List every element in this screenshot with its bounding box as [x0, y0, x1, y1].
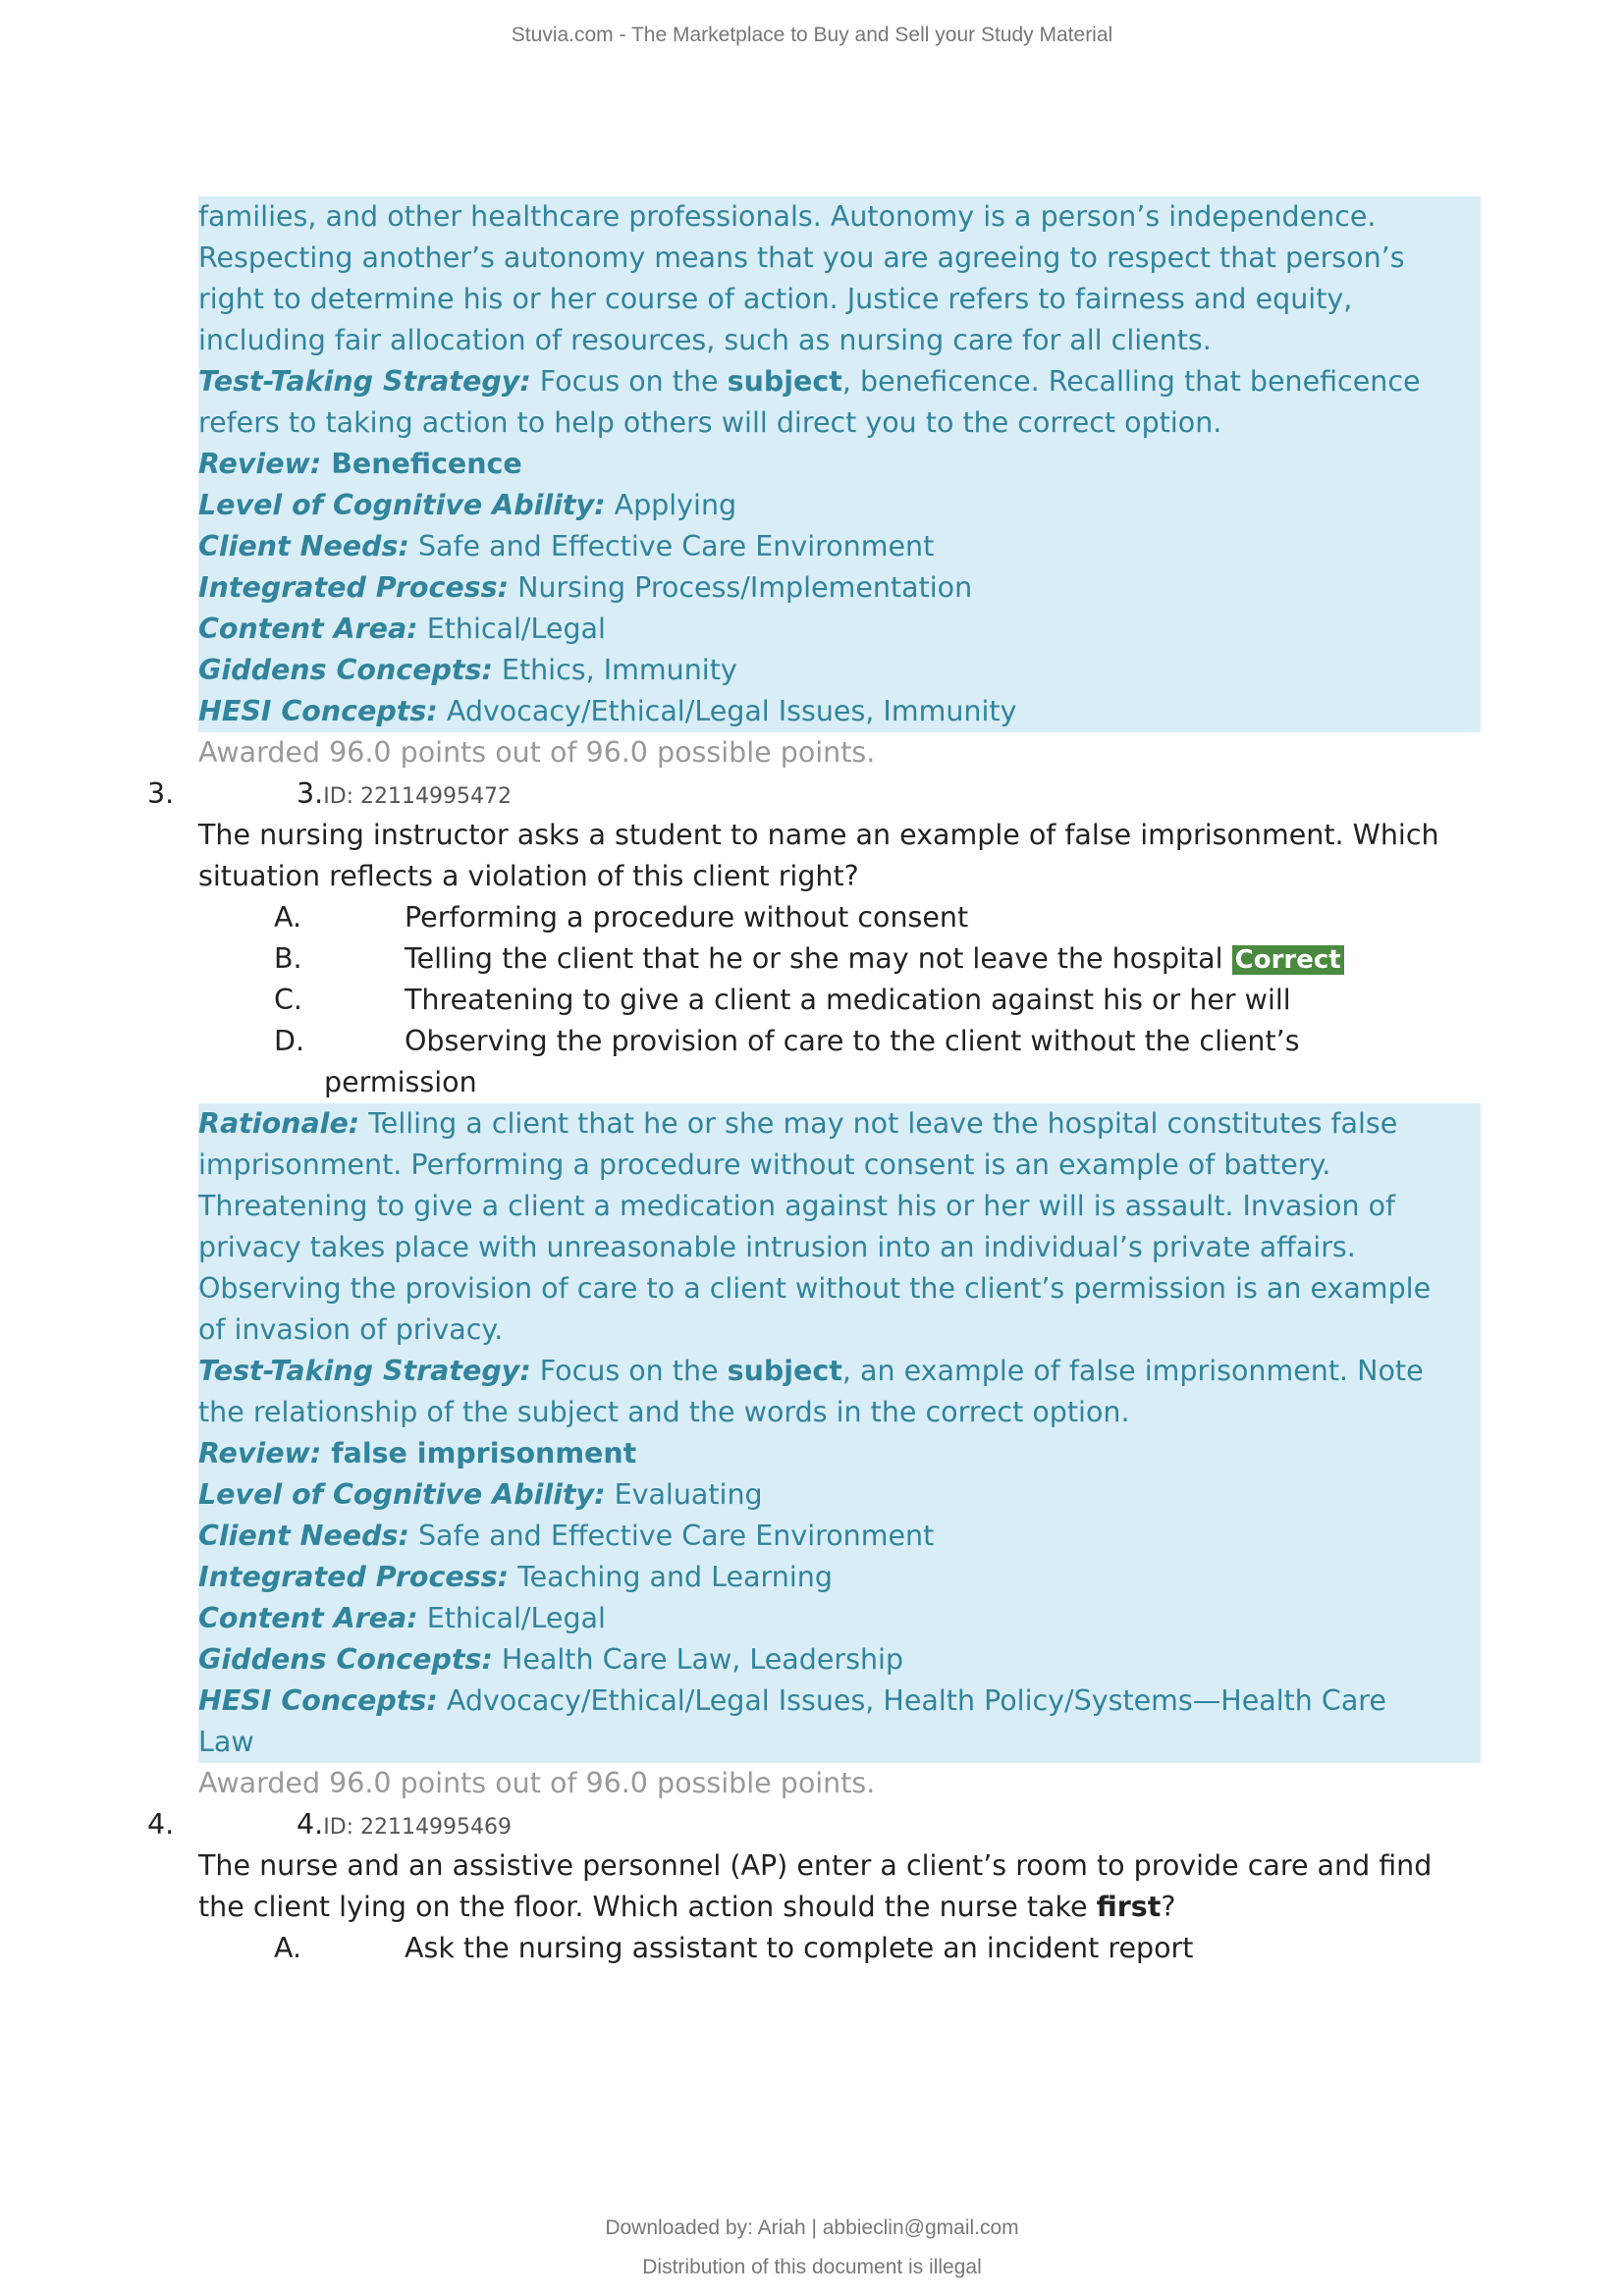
awarded-points: Awarded 96.0 points out of 96.0 possible points. [198, 736, 876, 769]
rationale-line: of invasion of privacy. [198, 1313, 504, 1346]
strategy-line [198, 1351, 1481, 1392]
question-header [0, 774, 1624, 815]
strategy-bold: subject [727, 1355, 842, 1387]
meta-label: Integrated Process: [198, 1561, 510, 1593]
meta-label: Client Needs: [198, 1520, 409, 1552]
meta-value: Evaluating [605, 1478, 763, 1511]
meta-label: Content Area: [198, 613, 418, 645]
meta-label: Level of Cognitive Ability: [198, 1478, 606, 1511]
rationale-line: privacy takes place with unreasonable intrusion into an individual’s private affairs. [198, 1231, 1356, 1263]
question-text: The nurse and an assistive personnel (AP) enter a client’s room to provide care and find [198, 1849, 1433, 1882]
footer-notice: Distribution of this document is illegal [642, 2256, 982, 2278]
question-id: ID: 22114995469 [323, 1815, 513, 1840]
option-letter: C. [274, 984, 302, 1016]
question-header [0, 1804, 1624, 1845]
meta-value: Safe and Effective Care Environment [408, 530, 935, 562]
strategy-label: Test-Taking Strategy: [198, 365, 531, 398]
meta-label: Giddens Concepts: [198, 654, 493, 686]
option-letter: D. [274, 1025, 305, 1057]
answer-option-a[interactable] [0, 1928, 1624, 1969]
question-text [0, 1887, 1624, 1928]
meta-label: HESI Concepts: [198, 1684, 438, 1717]
meta-line [198, 1639, 1481, 1681]
option-text: Observing the provision of care to the client without the client’s [405, 1025, 1300, 1057]
strategy-text: the relationship of the subject and the words in the correct option. [198, 1396, 1130, 1428]
strategy-line [198, 361, 1481, 402]
rationale-line: right to determine his or her course of action. Justice refers to fairness and equity, [198, 283, 1353, 315]
strategy-bold: subject [727, 365, 842, 398]
meta-value: Ethical/Legal [417, 1602, 606, 1634]
meta-value: Ethical/Legal [417, 613, 606, 645]
rationale-line [198, 1103, 1481, 1145]
option-text: Telling the client that he or she may not leave the hospital [405, 942, 1223, 975]
rationale-line: Observing the provision of care to a client without the client’s permission is an example [198, 1272, 1432, 1305]
meta-line [198, 650, 1481, 691]
question-number: 4. [147, 1808, 175, 1841]
option-letter: B. [274, 942, 302, 975]
rationale-box-q2 [198, 196, 1481, 732]
meta-label: Giddens Concepts: [198, 1643, 493, 1676]
answer-option-d[interactable] [0, 1021, 1624, 1062]
strategy-text: Focus on the [530, 365, 728, 398]
meta-value: Ethics, Immunity [492, 654, 737, 686]
rationale-label: Rationale: [198, 1107, 360, 1140]
meta-value: Health Care Law, Leadership [492, 1643, 904, 1676]
meta-value: Advocacy/Ethical/Legal Issues, Health Policy/Systems—Health Care [437, 1684, 1386, 1717]
meta-value: Teaching and Learning [509, 1561, 833, 1593]
question-number-inner: 4. [297, 1808, 324, 1841]
option-letter: A. [274, 1932, 302, 1964]
meta-value: Applying [605, 489, 737, 521]
document-body [0, 196, 1624, 1969]
question-text-part: the client lying on the floor. Which action should the nurse take [198, 1891, 1097, 1923]
question-number: 3. [147, 777, 175, 810]
question-emphasis: first [1096, 1891, 1162, 1923]
strategy-text: , beneficence. Recalling that beneficence [841, 365, 1421, 398]
review-line [198, 444, 1481, 485]
meta-line [198, 1474, 1481, 1516]
footer-downloaded: Downloaded by: Ariah | abbieclin@gmail.com [605, 2216, 1019, 2239]
strategy-label: Test-Taking Strategy: [198, 1355, 531, 1387]
meta-line [198, 1681, 1481, 1722]
meta-label: Level of Cognitive Ability: [198, 489, 606, 521]
question-text-part: ? [1161, 1891, 1176, 1923]
meta-label: Integrated Process: [198, 571, 510, 604]
review-value: Beneficence [321, 448, 522, 480]
option-text: Ask the nursing assistant to complete an incident report [405, 1932, 1194, 1964]
meta-line [198, 609, 1481, 650]
rationale-line: families, and other healthcare professionals. Autonomy is a person’s independence. [198, 200, 1377, 233]
answer-option-b[interactable] [0, 938, 1624, 980]
meta-label: HESI Concepts: [198, 695, 438, 727]
rationale-line: Threatening to give a client a medication against his or her will is assault. Invasion of [198, 1190, 1396, 1222]
strategy-text: , an example of false imprisonment. Note [841, 1355, 1424, 1387]
question-text: The nursing instructor asks a student to name an example of false imprisonment. Which [198, 819, 1439, 851]
review-label: Review: [198, 448, 322, 480]
answer-option-a[interactable] [0, 897, 1624, 938]
option-text: Threatening to give a client a medication against his or her will [405, 984, 1291, 1016]
review-line [198, 1433, 1481, 1474]
rationale-line: including fair allocation of resources, such as nursing care for all clients. [198, 324, 1212, 356]
meta-line [198, 1557, 1481, 1598]
awarded-points: Awarded 96.0 points out of 96.0 possible points. [198, 1767, 876, 1799]
meta-value: Advocacy/Ethical/Legal Issues, Immunity [437, 695, 1017, 727]
meta-line [198, 691, 1481, 732]
meta-line [198, 526, 1481, 567]
meta-value: Safe and Effective Care Environment [408, 1520, 935, 1552]
meta-line [198, 1598, 1481, 1639]
meta-value: Nursing Process/Implementation [509, 571, 973, 604]
meta-line [198, 567, 1481, 609]
meta-line [198, 485, 1481, 526]
question-number-inner: 3. [297, 777, 324, 810]
rationale-line: imprisonment. Performing a procedure without consent is an example of battery. [198, 1148, 1331, 1181]
strategy-text: Focus on the [530, 1355, 728, 1387]
option-letter: A. [274, 901, 302, 934]
rationale-line: Respecting another’s autonomy means that you are agreeing to respect that person’s [198, 241, 1405, 274]
option-text: Performing a procedure without consent [405, 901, 969, 934]
review-value: false imprisonment [321, 1437, 637, 1469]
question-id: ID: 22114995472 [323, 784, 513, 809]
meta-value-continued: Law [198, 1726, 254, 1758]
answer-option-c[interactable] [0, 980, 1624, 1021]
page-header: Stuvia.com - The Marketplace to Buy and Sell your Study Material [511, 24, 1113, 46]
question-text: situation reflects a violation of this client right? [198, 860, 859, 892]
meta-label: Content Area: [198, 1602, 418, 1634]
correct-badge: Correct [1232, 945, 1344, 975]
rationale-box-q3 [198, 1103, 1481, 1763]
rationale-text: Telling a client that he or she may not leave the hospital constitutes false [359, 1107, 1398, 1140]
meta-line [198, 1516, 1481, 1557]
strategy-text: refers to taking action to help others will direct you to the correct option. [198, 406, 1222, 439]
option-text-continued: permission [324, 1066, 477, 1098]
meta-label: Client Needs: [198, 530, 409, 562]
review-label: Review: [198, 1437, 322, 1469]
